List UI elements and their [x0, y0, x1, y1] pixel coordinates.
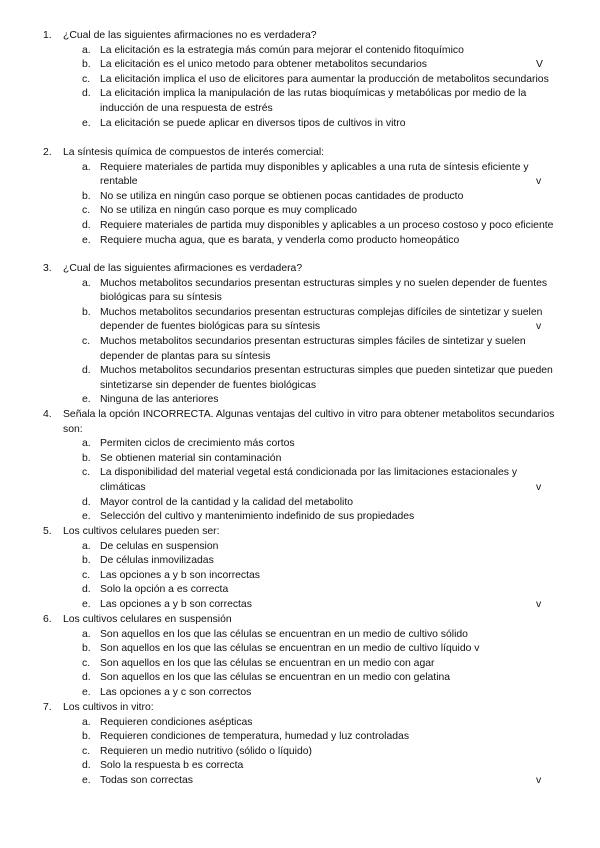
option-letter: b.: [82, 555, 91, 567]
option-1b: [0, 58, 600, 73]
option-5b: [0, 554, 600, 569]
option-text: De celulas en suspension: [100, 540, 219, 552]
option-letter: a.: [82, 438, 91, 450]
option-text: Requiere mucha agua, que es barata, y venderla como producto homeopático: [100, 234, 460, 246]
option-letter: d.: [82, 219, 91, 231]
option-text: La elicitación es la estrategia más común para mejorar el contenido fitoquímico: [100, 44, 464, 56]
option-text: Las opciones a y b son correctas: [100, 598, 252, 610]
option-text: Requiere materiales de partida muy disponibles y aplicables a una ruta de síntesis eficiente y rentable: [100, 161, 529, 188]
option-letter: c.: [82, 745, 91, 757]
question-text: ¿Cual de las siguientes afirmaciones es verdadera?: [63, 263, 303, 274]
option-letter: e.: [82, 598, 91, 610]
option-4a: [0, 437, 600, 452]
option-text: Requiere materiales de partida muy disponibles y aplicables a un proceso costoso y poco eficiente: [100, 219, 554, 231]
option-3d: [0, 364, 600, 393]
question-6: [0, 613, 600, 701]
option-text: Son aquellos en los que las células se encuentran en un medio con gelatina: [100, 672, 451, 684]
question-2-header: [0, 146, 600, 161]
question-text: Los cultivos celulares pueden ser:: [63, 526, 220, 537]
option-letter: e.: [82, 117, 91, 129]
option-6c: [0, 657, 600, 672]
option-letter: d.: [82, 365, 91, 377]
option-letter: b.: [82, 190, 91, 202]
option-letter: e.: [82, 394, 91, 406]
option-text: Ninguna de las anteriores: [100, 394, 219, 406]
question-3-header: [0, 262, 600, 277]
option-letter: a.: [82, 628, 91, 640]
question-6-header: [0, 613, 600, 628]
option-1d: [0, 87, 600, 116]
option-text: Muchos metabolitos secundarios presentan estructuras complejas difíciles de sintetizar y suelen depender de fuentes biológicas para su síntesis: [100, 306, 543, 333]
option-2b: [0, 190, 600, 205]
option-text: Son aquellos en los que las células se encuentran en un medio de cultivo líquido v: [100, 643, 480, 655]
question-5-header: [0, 525, 600, 540]
option-5e: [0, 598, 600, 613]
option-6a: [0, 628, 600, 643]
option-1a: [0, 44, 600, 59]
option-5a: [0, 540, 600, 555]
option-4e: [0, 510, 600, 525]
option-letter: b.: [82, 306, 91, 318]
option-text: Permiten ciclos de crecimiento más cortos: [100, 438, 295, 450]
option-text: No se utiliza en ningún caso porque es muy complicado: [100, 205, 358, 217]
question-number: 2.: [43, 147, 52, 158]
question-4: [0, 408, 600, 525]
option-text: Son aquellos en los que las células se encuentran en un medio con agar: [100, 657, 435, 669]
option-text: De células inmovilizadas: [100, 555, 214, 567]
question-7: [0, 701, 600, 789]
option-4d: [0, 496, 600, 511]
option-4b: [0, 452, 600, 467]
option-letter: b.: [82, 452, 91, 464]
option-letter: a.: [82, 44, 91, 56]
question-number: 5.: [43, 526, 52, 537]
option-3a: [0, 277, 600, 306]
question-number: 3.: [43, 263, 52, 274]
option-3e: [0, 393, 600, 408]
option-letter: b.: [82, 643, 91, 655]
option-7c: [0, 745, 600, 760]
option-letter: d.: [82, 88, 91, 100]
option-text: Selección del cultivo y mantenimiento indefinido de sus propiedades: [100, 511, 415, 523]
question-1: [0, 29, 600, 131]
option-letter: a.: [82, 716, 91, 728]
answer-mark: v: [536, 176, 542, 188]
option-5d: [0, 583, 600, 598]
question-text: La síntesis química de compuestos de interés comercial:: [63, 147, 325, 158]
option-letter: c.: [82, 569, 91, 581]
option-7b: [0, 730, 600, 745]
option-text: Requieren condiciones asépticas: [100, 716, 253, 728]
option-4c: [0, 466, 600, 495]
option-6b: [0, 642, 600, 657]
question-text: Los cultivos in vitro:: [63, 702, 154, 713]
option-7e: [0, 774, 600, 789]
question-text: Los cultivos celulares en suspensión: [63, 614, 232, 625]
option-text: Solo la respuesta b es correcta: [100, 760, 244, 772]
question-number: 1.: [43, 30, 52, 41]
question-4-header: [0, 408, 600, 437]
question-number: 7.: [43, 702, 52, 713]
answer-mark: v: [536, 321, 542, 333]
option-2d: [0, 219, 600, 234]
option-6e: [0, 686, 600, 701]
option-text: La elicitación implica la manipulación de las rutas bioquímicas y metabólicas por medio de la inducción de una respuesta de estrés: [100, 88, 527, 114]
option-3c: [0, 335, 600, 364]
option-letter: c.: [82, 205, 91, 217]
option-text: Son aquellos en los que las células se encuentran en un medio de cultivo sólido: [100, 628, 468, 640]
option-2e: [0, 234, 600, 249]
option-2a: [0, 161, 600, 190]
option-7a: [0, 716, 600, 731]
option-letter: e.: [82, 234, 91, 246]
option-text: Se obtienen material sin contaminación: [100, 452, 282, 464]
option-letter: d.: [82, 760, 91, 772]
question-7-header: [0, 701, 600, 716]
option-6d: [0, 671, 600, 686]
answer-mark: v: [536, 774, 542, 786]
option-letter: e.: [82, 774, 91, 786]
question-3: [0, 262, 600, 408]
option-letter: c.: [82, 73, 91, 85]
option-letter: d.: [82, 584, 91, 596]
option-letter: c.: [82, 657, 91, 669]
option-text: Las opciones a y b son incorrectas: [100, 569, 260, 581]
answer-mark: V: [536, 59, 543, 71]
option-letter: a.: [82, 540, 91, 552]
option-text: Requieren condiciones de temperatura, humedad y luz controladas: [100, 731, 410, 743]
answer-mark: v: [536, 598, 542, 610]
option-text: Requieren un medio nutritivo (sólido o líquido): [100, 745, 312, 757]
option-text: La elicitación se puede aplicar en diversos tipos de cultivos in vitro: [100, 117, 406, 129]
option-3b: [0, 306, 600, 335]
option-5c: [0, 569, 600, 584]
option-letter: c.: [82, 335, 91, 347]
option-letter: b.: [82, 731, 91, 743]
question-2: [0, 146, 600, 248]
option-1c: [0, 73, 600, 88]
option-letter: c.: [82, 467, 91, 479]
option-1e: [0, 117, 600, 132]
option-letter: e.: [82, 686, 91, 698]
option-text: Todas son correctas: [100, 774, 193, 786]
answer-mark: v: [536, 481, 542, 493]
option-letter: e.: [82, 511, 91, 523]
option-text: La elicitación implica el uso de elicitores para aumentar la producción de metabolitos secundarios: [100, 73, 549, 85]
option-text: La elicitación es el unico metodo para obtener metabolitos secundarios: [100, 59, 427, 71]
question-5: [0, 525, 600, 613]
question-1-header: [0, 29, 600, 44]
option-letter: a.: [82, 161, 91, 173]
question-number: 6.: [43, 614, 52, 625]
option-letter: d.: [82, 496, 91, 508]
question-text: ¿Cual de las siguientes afirmaciones no es verdadera?: [63, 30, 317, 41]
option-text: No se utiliza en ningún caso porque se obtienen pocas cantidades de producto: [100, 190, 464, 202]
option-text: La disponibilidad del material vegetal está condicionada por las limitaciones estacionales y climáticas: [100, 467, 518, 493]
option-text: Muchos metabolitos secundarios presentan estructuras simples fáciles de sintetizar y suelen depender de plantas para su síntesis: [100, 335, 526, 362]
option-text: Solo la opción a es correcta: [100, 584, 229, 596]
option-2c: [0, 204, 600, 219]
question-number: 4.: [43, 409, 52, 420]
option-text: Muchos metabolitos secundarios presentan estructuras simples y no suelen depender de fuentes biológicas para su síntesis: [100, 277, 548, 304]
option-text: Muchos metabolitos secundarios presentan estructuras simples que pueden sintetizar que pueden sintetizarse sin depender de fuentes biológicas: [100, 365, 553, 391]
option-letter: b.: [82, 59, 91, 71]
option-letter: a.: [82, 277, 91, 289]
option-text: Mayor control de la cantidad y la calidad del metabolito: [100, 496, 353, 508]
option-letter: d.: [82, 672, 91, 684]
question-text: Señala la opción INCORRECTA. Algunas ventajas del cultivo in vitro para obtener metabolitos secundarios son:: [63, 409, 555, 435]
option-7d: [0, 759, 600, 774]
option-text: Las opciones a y c son correctos: [100, 686, 252, 698]
